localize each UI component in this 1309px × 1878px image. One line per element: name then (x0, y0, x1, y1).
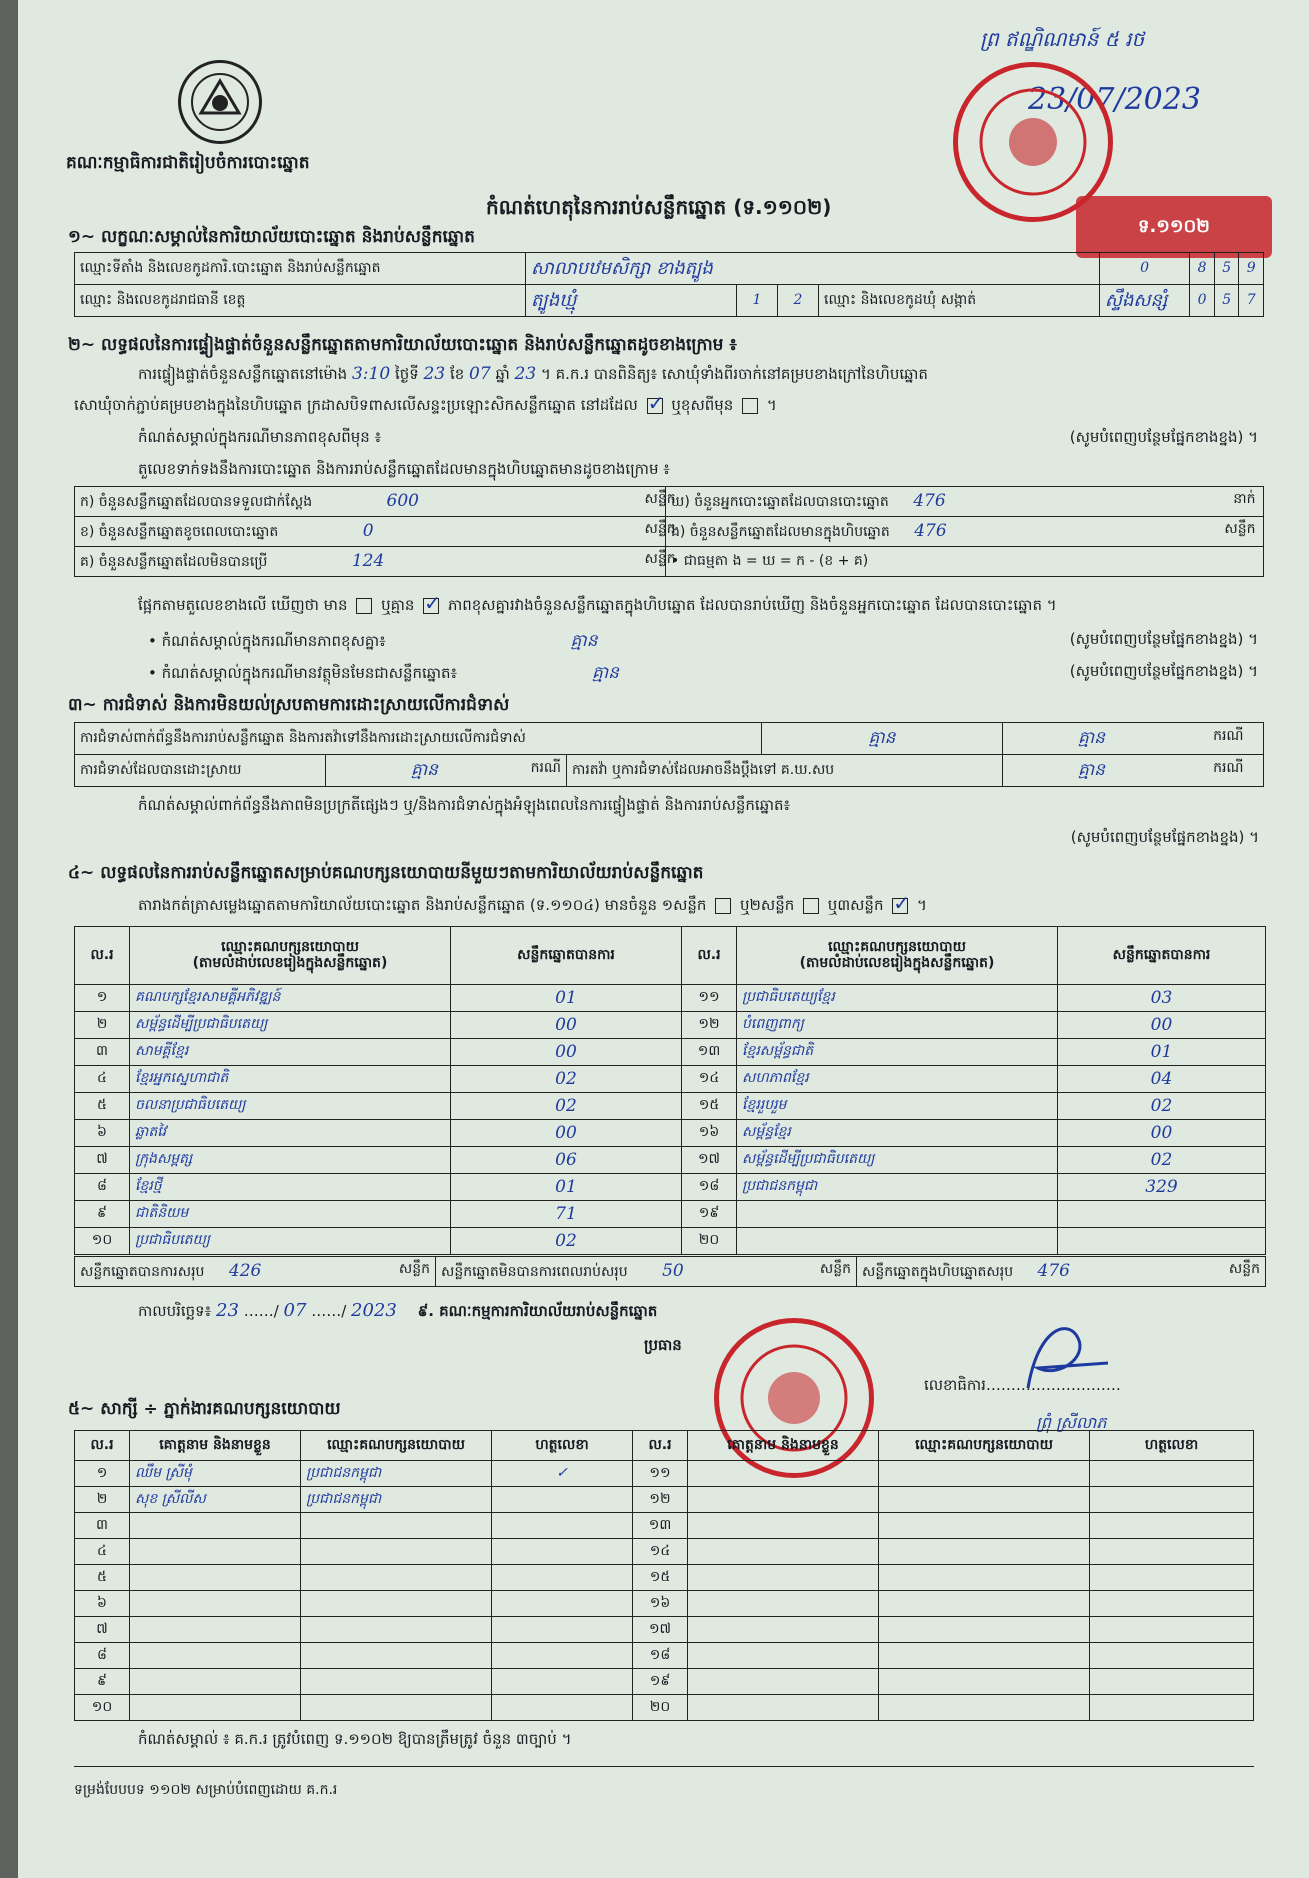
location-value: សាលាបឋមសិក្សា ខាងត្បូង (526, 253, 1100, 285)
total-valid-cell: សន្លឹកឆ្នោតបានការសរុប 426 សន្លឹក (75, 1257, 436, 1287)
witness-name (130, 1617, 301, 1643)
right-row-number: ២០ (682, 1228, 737, 1255)
date-month: 07 (283, 1300, 307, 1321)
note-foreign-value: គ្មាន (591, 663, 619, 683)
section1-heading: ១~ លក្ខណៈសម្គាល់នៃការិយាល័យបោះឆ្នោត និងរាប់សន្លឹកឆ្នោត (68, 227, 475, 247)
col-votes-left: សន្លឹកឆ្នោតបានការ (451, 927, 682, 985)
commune-value: ស្ទឹងសន្សំ (1099, 285, 1190, 317)
left-vote-count: 00 (451, 1012, 682, 1039)
left-row-number: ១០ (75, 1228, 130, 1255)
witness-party (301, 1669, 492, 1695)
witness-name-right[interactable] (688, 1669, 879, 1695)
witness-row (75, 1487, 1254, 1513)
col-votes-right: សន្លឹកឆ្នោតបានការ (1058, 927, 1266, 985)
left-row-number: ៥ (75, 1093, 130, 1120)
left-row-number: ៤ (75, 1066, 130, 1093)
kho-value: 476 (913, 491, 946, 512)
right-row-number: ១៩ (682, 1201, 737, 1228)
w-col-party-left: ឈ្មោះគណបក្សនយោបាយ (301, 1431, 492, 1461)
witness-name (130, 1565, 301, 1591)
witness-row-number: ២ (75, 1487, 130, 1513)
left-row-number: ៨ (75, 1174, 130, 1201)
witness-table (74, 1430, 1254, 1721)
right-row-number: ១២ (682, 1012, 737, 1039)
w-col-sign-left: ហត្ថលេខា (492, 1431, 633, 1461)
resolved-cell: គ្មាន ករណី (326, 755, 567, 787)
tally-2-checkbox[interactable] (803, 898, 819, 914)
tally-1-checkbox[interactable] (715, 898, 731, 914)
witness-signature-right[interactable] (1090, 1695, 1254, 1721)
left-row-number: ១ (75, 985, 130, 1012)
col-party-left: ឈ្មោះគណបក្សនយោបាយ (តាមលំដាប់លេខរៀងក្នុងសន្លឹកឆ្នោត) (130, 927, 451, 985)
witness-name-right[interactable] (688, 1591, 879, 1617)
right-row-number: ១៥ (682, 1093, 737, 1120)
witness-signature (492, 1695, 633, 1721)
section1-table (74, 252, 1264, 317)
right-vote-count (1058, 1201, 1266, 1228)
left-vote-count: 01 (451, 1174, 682, 1201)
result-row (75, 1039, 1266, 1066)
section2-heading: ២~ លទ្ធផលនៃការផ្ទៀងផ្ទាត់ចំនួនសន្លឹកឆ្នោតតាមការិយាល័យបោះឆ្នោត និងរាប់សន្លឹកឆ្នោតដូចខាងក្រោម ៖ (68, 335, 737, 355)
chairman-label: ប្រធាន (644, 1336, 682, 1354)
witness-row (75, 1617, 1254, 1643)
left-vote-count: 71 (451, 1201, 682, 1228)
commune-code-1: 0 (1190, 285, 1215, 317)
witness-signature (492, 1617, 633, 1643)
left-vote-count: 00 (451, 1039, 682, 1066)
kho-cell: ឃ) ចំនួនអ្នកបោះឆ្នោតដែលបានបោះឆ្នោត 476 នាក់ (666, 487, 1264, 517)
right-vote-count: 02 (1058, 1093, 1266, 1120)
total-box-cell: សន្លឹកឆ្នោតក្នុងហិបឆ្នោតសរុប 476 សន្លឹក (857, 1257, 1266, 1287)
right-party-name: សម្ព័ន្ធខ្មែរ (737, 1120, 1058, 1147)
location-label: ឈ្មោះទីតាំង និងលេខកូដការិ.បោះឆ្នោត និងរាប់សន្លឹកឆ្នោត (75, 253, 526, 285)
witness-row (75, 1539, 1254, 1565)
witness-party-right[interactable] (879, 1487, 1090, 1513)
footer-divider (74, 1766, 1254, 1767)
numbers-table (74, 486, 1264, 577)
witness-signature-right[interactable] (1090, 1487, 1254, 1513)
witness-party (301, 1513, 492, 1539)
total-invalid: 50 (662, 1261, 684, 1282)
right-row-number: ១៨ (682, 1174, 737, 1201)
right-vote-count: 01 (1058, 1039, 1266, 1066)
witness-signature-right[interactable] (1090, 1669, 1254, 1695)
witness-party-right[interactable] (879, 1695, 1090, 1721)
witness-name-right[interactable] (688, 1617, 879, 1643)
witness-name (130, 1695, 301, 1721)
compare-line: ផ្អែកតាមតួលេខខាងលើ ឃើញថា មាន ឬគ្មាន ✓ ភាពខុសគ្នារវាងចំនួនសន្លឹកឆ្នោតក្នុងហិបឆ្នោត ដែលបានរាប់ឃើញ និងចំនួនអ្នកបោះឆ្នោត ដែលបានបោះឆ្នោត ។ (138, 596, 1057, 618)
witness-row-number: ៧ (75, 1617, 130, 1643)
witness-name (130, 1669, 301, 1695)
witness-party (301, 1565, 492, 1591)
committee-name: គណៈកម្មាធិការជាតិរៀបចំការបោះឆ្នោត (66, 153, 310, 173)
witness-party-right[interactable] (879, 1513, 1090, 1539)
witness-name (130, 1539, 301, 1565)
witness-name-right[interactable] (688, 1695, 879, 1721)
right-party-name: ខ្មែរសម្ព័ន្ធជាតិ (737, 1039, 1058, 1066)
result-row (75, 1201, 1266, 1228)
witness-row-number-right: ១៣ (633, 1513, 688, 1539)
w-col-name-right: គោត្តនាម និងនាមខ្លួន (688, 1431, 879, 1461)
witness-signature-right[interactable] (1090, 1461, 1254, 1487)
left-party-name: សាមគ្គីខ្មែរ (130, 1039, 451, 1066)
left-party-name: ខ្មែរអ្នកស្នេហាជាតិ (130, 1066, 451, 1093)
handwritten-note: ព្រ ឥណ្ឌិណមាន៍ ៥ រថ (980, 27, 1145, 51)
ka-cell: ក) ចំនួនសន្លឹកឆ្នោតដែលបានទទួលជាក់ស្តែង 600 សន្លឹក (75, 487, 666, 517)
right-row-number: ១៦ (682, 1120, 737, 1147)
section5-heading: ៥~ សាក្សី ÷ ភ្នាក់ងារគណបក្សនយោបាយ (68, 1399, 341, 1419)
witness-row-number: ៥ (75, 1565, 130, 1591)
witness-name-right[interactable] (688, 1643, 879, 1669)
right-row-number: ១១ (682, 985, 737, 1012)
witness-row (75, 1695, 1254, 1721)
witness-party: ប្រជាជនកម្ពុជា (301, 1461, 492, 1487)
witness-row-number: ១ (75, 1461, 130, 1487)
left-vote-count: 02 (451, 1066, 682, 1093)
form-footer-note: ទម្រង់បែបបទ ១១០២ សម្រាប់បំពេញដោយ គ.ក.រ (74, 1782, 338, 1798)
witness-signature-right[interactable] (1090, 1565, 1254, 1591)
has-difference-checkbox[interactable] (356, 598, 372, 614)
witness-name-right[interactable] (688, 1513, 879, 1539)
right-party-name: ប្រជាធិបតេយ្យខ្មែរ (737, 985, 1058, 1012)
note-foreign-line: • កំណត់សម្គាល់ក្នុងករណីមានវត្ថុមិនមែនជាសន្លឹកឆ្នោត៖ គ្មាន (សូមបំពេញបន្ថែមផ្នែកខាងខ្នង) ។ (148, 662, 1258, 683)
tally-line: តារាងកត់ត្រាសម្លេងឆ្នោតតាមការិយាល័យបោះឆ្នោត និងរាប់សន្លឹកឆ្នោត (ទ.១១០៤) មានចំនួន ១សន្លឹក ឬ២សន្លឹក ឬ៣សន្លឹក ✓ ។ (138, 896, 927, 918)
note-diff2-value: គ្មាន (570, 631, 598, 651)
resolved-label: ការជំទាស់ដែលបានដោះស្រាយ (75, 755, 326, 787)
witness-row (75, 1669, 1254, 1695)
witness-party-right[interactable] (879, 1669, 1090, 1695)
witness-name-right[interactable] (688, 1487, 879, 1513)
left-party-name: ខ្មែរថ្មី (130, 1174, 451, 1201)
total-invalid-cell: សន្លឹកឆ្នោតមិនបានការពេលរាប់សរុប 50 សន្លឹក (436, 1257, 857, 1287)
witness-signature (492, 1669, 633, 1695)
right-row-number: ១៣ (682, 1039, 737, 1066)
left-vote-count: 02 (451, 1228, 682, 1255)
handwritten-date: 23/07/2023 (1028, 82, 1201, 117)
witness-name-right[interactable] (688, 1461, 879, 1487)
form-page (18, 0, 1309, 1878)
left-vote-count: 00 (451, 1120, 682, 1147)
same-checkbox[interactable] (647, 398, 663, 414)
witness-row-number-right: ១៧ (633, 1617, 688, 1643)
appeal-label: ការតវ៉ា ឬការជំទាស់ដែលអាចនឹងប្តឹងទៅ គ.ឃ.សប (567, 755, 1003, 787)
witness-signature-right[interactable] (1090, 1643, 1254, 1669)
right-party-name: សហភាពខ្មែរ (737, 1066, 1058, 1093)
objection-table (74, 722, 1264, 787)
witness-signature (492, 1643, 633, 1669)
commune-code-3: 7 (1239, 285, 1264, 317)
province-label: ឈ្មោះ និងលេខកូដរាជធានី ខេត្ត (75, 285, 526, 317)
red-stamp-box (1076, 196, 1272, 258)
witness-party: ប្រជាជនកម្ពុជា (301, 1487, 492, 1513)
left-row-number: ៧ (75, 1147, 130, 1174)
objection-label: ការជំទាស់ពាក់ព័ន្ធនឹងការរាប់សន្លឹកឆ្នោត និងការតវ៉ាទៅនឹងការដោះស្រាយលើការជំទាស់ (75, 723, 762, 755)
section3-heading: ៣~ ការជំទាស់ និងការមិនយល់ស្របតាមការដោះស្រាយលើការជំទាស់ (68, 695, 510, 715)
totals-table (74, 1256, 1266, 1287)
right-party-name: បំពេញពាក្យ (737, 1012, 1058, 1039)
fill-hint-3: (សូមបំពេញបន្ថែមផ្នែកខាងខ្នង) ។ (1070, 828, 1259, 846)
right-party-name: ប្រជាជនកម្ពុជា (737, 1174, 1058, 1201)
province-code-2: 2 (778, 285, 819, 317)
witness-name-right[interactable] (688, 1539, 879, 1565)
witness-row-number: ៦ (75, 1591, 130, 1617)
left-party-name: គណបក្សខ្មែរសាមគ្គីអភិវឌ្ឍន៍ (130, 985, 451, 1012)
left-party-name: ចលនាប្រជាធិបតេយ្យ (130, 1093, 451, 1120)
witness-name-right[interactable] (688, 1565, 879, 1591)
witness-name (130, 1591, 301, 1617)
verify-line-1: ការផ្ទៀងផ្ទាត់ចំនួនសន្លឹកឆ្នោតនៅម៉ោង 3:10 ថ្ងៃទី 23 ខែ 07 ឆ្នាំ 23 ។ គ.ក.រ បានពិនិត្យ៖ សោឃុំទាំងពីរចាក់នៅគម្របខាងក្រៅនៃហិបឆ្នោត (138, 364, 928, 384)
witness-row-number: ៨ (75, 1643, 130, 1669)
section4-heading: ៤~ លទ្ធផលនៃការរាប់សន្លឹកឆ្នោតសម្រាប់គណបក្សនយោបាយនីមួយៗតាមការិយាល័យរាប់សន្លឹកឆ្នោត (68, 863, 704, 883)
left-vote-count: 06 (451, 1147, 682, 1174)
right-party-name: ខ្មែររួបរួម (737, 1093, 1058, 1120)
verify-month: 07 (469, 364, 491, 384)
commune-code-2: 5 (1214, 285, 1239, 317)
witness-party (301, 1617, 492, 1643)
tally-3-checkbox[interactable] (892, 898, 908, 914)
witness-row-number: ១០ (75, 1695, 130, 1721)
w-col-name-left: គោត្តនាម និងនាមខ្លួន (130, 1431, 301, 1461)
witness-row-number-right: ២០ (633, 1695, 688, 1721)
location-code-2: 8 (1190, 253, 1215, 285)
w-col-party-right: ឈ្មោះគណបក្សនយោបាយ (879, 1431, 1090, 1461)
date-day: 23 (216, 1300, 239, 1321)
witness-row-number-right: ១២ (633, 1487, 688, 1513)
fill-hint-1: (សូមបំពេញបន្ថែមផ្នែកខាងខ្នង) ។ (1069, 428, 1258, 446)
witness-name (130, 1513, 301, 1539)
right-vote-count: 02 (1058, 1147, 1266, 1174)
note-diff-line: កំណត់សម្គាល់ក្នុងករណីមានភាពខុសពីមុន ៖ (សូមបំពេញបន្ថែមផ្នែកខាងខ្នង) ។ (138, 428, 1258, 450)
col-no-left: ល.រ (75, 927, 130, 985)
witness-signature-right[interactable] (1090, 1617, 1254, 1643)
formula-cell: • ជាធម្មតា ង = ឃ = ក - (ខ + គ) (666, 547, 1264, 577)
note-diff2-line: • កំណត់សម្គាល់ក្នុងករណីមានភាពខុសគ្នា៖ គ្មាន (សូមបំពេញបន្ថែមផ្នែកខាងខ្នង) ។ (148, 630, 1258, 651)
right-party-name: សម្ព័ន្ធដើម្បីប្រជាធិបតេយ្យ (737, 1147, 1058, 1174)
numbers-intro: តួលេខទាក់ទងនឹងការបោះឆ្នោត និងការរាប់សន្លឹកឆ្នោតដែលមានក្នុងហិបឆ្នោតមានដូចខាងក្រោម ៖ (138, 460, 670, 478)
secretary-name: ព្រុំ ស្រីលាភ (1036, 1413, 1107, 1432)
witness-signature-right[interactable] (1090, 1513, 1254, 1539)
witness-signature (492, 1513, 633, 1539)
w-col-sign-right: ហត្ថលេខា (1090, 1431, 1254, 1461)
witness-row (75, 1513, 1254, 1539)
w-col-no-left: ល.រ (75, 1431, 130, 1461)
witness-name: ឈឹម ស្រីមុំ (130, 1461, 301, 1487)
witness-party-right[interactable] (879, 1643, 1090, 1669)
total-box: 476 (1037, 1261, 1070, 1282)
objection-count-cell: គ្មាន ករណី (1003, 723, 1264, 755)
date-line: កាលបរិច្ឆេទ៖ 23 ……/ 07 ……/ 2023 ៩. គណៈកម្មការការិយាល័យរាប់សន្លឹកឆ្នោត (138, 1300, 658, 1321)
left-party-name: ឆ្លាតវៃ (130, 1120, 451, 1147)
objection-value: គ្មាន (762, 723, 1003, 755)
witness-party-right[interactable] (879, 1617, 1090, 1643)
province-value: ត្បូងឃ្មុំ (526, 285, 737, 317)
left-row-number: ៩ (75, 1201, 130, 1228)
left-party-name: ប្រជាធិបតេយ្យ (130, 1228, 451, 1255)
witness-signature (492, 1565, 633, 1591)
section5-note: កំណត់សម្គាល់ ៖ គ.ក.រ ត្រូវបំពេញ ទ.១១០២ ឱ្យបានត្រឹមត្រូវ ចំនួន ៣ច្បាប់ ។ (138, 1730, 572, 1748)
witness-party (301, 1539, 492, 1565)
left-vote-count: 02 (451, 1093, 682, 1120)
secretary-signature-icon (1008, 1318, 1128, 1402)
nec-emblem-icon (178, 60, 262, 144)
witness-row-number-right: ១១ (633, 1461, 688, 1487)
result-row (75, 1147, 1266, 1174)
witness-signature (492, 1487, 633, 1513)
witness-signature-right[interactable] (1090, 1539, 1254, 1565)
result-row (75, 1066, 1266, 1093)
right-vote-count: 04 (1058, 1066, 1266, 1093)
right-party-name (737, 1201, 1058, 1228)
witness-row-number: ៤ (75, 1539, 130, 1565)
left-party-name: ជាតិនិយម (130, 1201, 451, 1228)
witness-party (301, 1591, 492, 1617)
witness-party-right[interactable] (879, 1539, 1090, 1565)
witness-row (75, 1643, 1254, 1669)
result-row (75, 1174, 1266, 1201)
witness-row (75, 1591, 1254, 1617)
province-code-1: 1 (737, 285, 778, 317)
col-no-right: ល.រ (682, 927, 737, 985)
result-row (75, 1228, 1266, 1255)
date-year: 2023 (351, 1300, 397, 1321)
witness-row-number-right: ១៥ (633, 1565, 688, 1591)
secretary-line: លេខាធិការ……………………… (924, 1376, 1121, 1394)
result-row (75, 1093, 1266, 1120)
left-row-number: ៦ (75, 1120, 130, 1147)
ngo-cell: ង) ចំនួនសន្លឹកឆ្នោតដែលមានក្នុងហិបឆ្នោត 476 សន្លឹក (666, 517, 1264, 547)
ngo-value: 476 (914, 521, 947, 542)
witness-row (75, 1565, 1254, 1591)
commune-label: ឈ្មោះ និងលេខកូដឃុំ សង្កាត់ (819, 285, 1100, 317)
witness-row-number-right: ១៤ (633, 1539, 688, 1565)
witness-row-number-right: ១៩ (633, 1669, 688, 1695)
right-vote-count: 329 (1058, 1174, 1266, 1201)
verify-day: 23 (423, 364, 446, 384)
right-party-name (737, 1228, 1058, 1255)
right-vote-count: 00 (1058, 1012, 1266, 1039)
witness-row-number: ៣ (75, 1513, 130, 1539)
verify-year: 23 (514, 364, 537, 384)
irregularity-note: កំណត់សម្គាល់ពាក់ព័ន្ធនឹងភាពមិនប្រក្រតីផ្សេងៗ ឬ/និងការជំទាស់ក្នុងអំឡុងពេលនៃការផ្ទៀងផ្ទាត់ និងការរាប់សន្លឹកឆ្នោត៖ (138, 796, 791, 814)
no-difference-checkbox[interactable] (423, 598, 439, 614)
right-row-number: ១៤ (682, 1066, 737, 1093)
ko-value: 124 (351, 551, 385, 572)
verify-time: 3:10 (351, 364, 391, 384)
kha-cell: ខ) ចំនួនសន្លឹកឆ្នោតខូចពេលបោះឆ្នោត 0 សន្លឹក (75, 517, 666, 547)
right-vote-count (1058, 1228, 1266, 1255)
verify-line-2: សោឃុំចាក់ភ្ជាប់គម្របខាងក្នុងនៃហិបឆ្នោត ក្រដាសបិទពាសលើសន្ទះប្រឡោះសិកសន្លឹកឆ្នោត នៅដដែល ✓ ឬខុសពីមុន ។ (74, 396, 777, 418)
left-party-name: ក្រុងសម្ពត្ស (130, 1147, 451, 1174)
left-party-name: សម្ព័ន្ធដើម្បីប្រជាធិបតេយ្យ (130, 1012, 451, 1039)
witness-signature (492, 1591, 633, 1617)
w-col-no-right: ល.រ (633, 1431, 688, 1461)
right-vote-count: 03 (1058, 985, 1266, 1012)
kha-value: 0 (362, 521, 374, 542)
ko-cell: គ) ចំនួនសន្លឹកឆ្នោតដែលមិនបានប្រើ 124 សន្លឹក (75, 547, 666, 577)
location-code-4: 9 (1239, 253, 1264, 285)
left-row-number: ២ (75, 1012, 130, 1039)
witness-row-number: ៩ (75, 1669, 130, 1695)
different-checkbox[interactable] (742, 398, 758, 414)
right-row-number: ១៧ (682, 1147, 737, 1174)
witness-party (301, 1643, 492, 1669)
result-row (75, 1012, 1266, 1039)
witness-row (75, 1461, 1254, 1487)
left-vote-count: 01 (451, 985, 682, 1012)
witness-party-right[interactable] (879, 1565, 1090, 1591)
witness-party-right[interactable] (879, 1461, 1090, 1487)
witness-row-number-right: ១៨ (633, 1643, 688, 1669)
location-code-3: 5 (1214, 253, 1239, 285)
appeal-cell: គ្មាន ករណី (1003, 755, 1264, 787)
witness-name: សុខ ស្រីលីស (130, 1487, 301, 1513)
right-vote-count: 00 (1058, 1120, 1266, 1147)
witness-signature-right[interactable] (1090, 1591, 1254, 1617)
left-row-number: ៣ (75, 1039, 130, 1066)
results-table (74, 926, 1266, 1255)
witness-party-right[interactable] (879, 1591, 1090, 1617)
page-title: កំណត់ហេតុនៃការរាប់សន្លឹកឆ្នោត (ទ.១១០២) (486, 195, 832, 219)
witness-row-number-right: ១៦ (633, 1591, 688, 1617)
col-party-right: ឈ្មោះគណបក្សនយោបាយ (តាមលំដាប់លេខរៀងក្នុងសន្លឹកឆ្នោត) (737, 927, 1058, 985)
location-code-1: 0 (1099, 253, 1190, 285)
result-row (75, 1120, 1266, 1147)
witness-signature (492, 1539, 633, 1565)
result-row (75, 985, 1266, 1012)
witness-signature: ✓ (492, 1461, 633, 1487)
witness-party (301, 1695, 492, 1721)
witness-name (130, 1643, 301, 1669)
red-stamp-label: ទ.១១០២ (1138, 216, 1210, 237)
total-valid: 426 (228, 1261, 262, 1282)
ka-value: 600 (386, 491, 419, 512)
